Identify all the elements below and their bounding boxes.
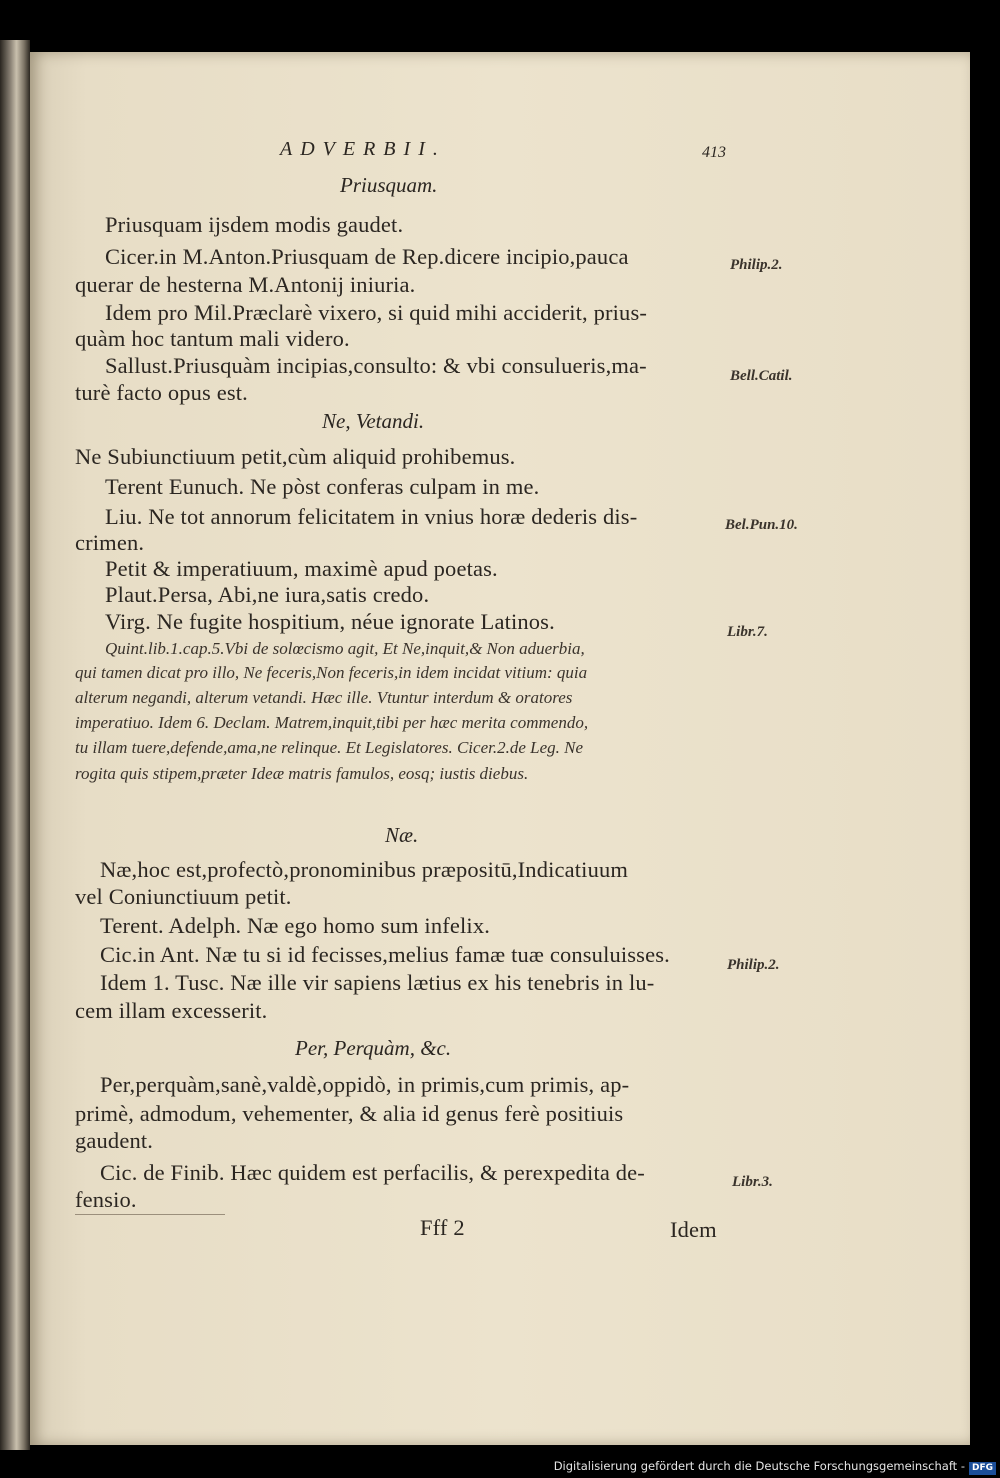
- margin-note: Bell.Catil.: [730, 368, 793, 384]
- text-line: turè facto opus est.: [75, 380, 248, 405]
- text-line: Virg. Ne fugite hospitium, néue ignorate Latinos.: [105, 609, 555, 634]
- margin-note: Philip.2.: [727, 957, 780, 973]
- text-line: crimen.: [75, 530, 145, 555]
- text-line: Per,perquàm,sanè,valdè,oppidò, in primis,cum primis, ap-: [100, 1072, 630, 1097]
- text-line: cem illam excesserit.: [75, 998, 268, 1023]
- text-line: fensio.: [75, 1187, 137, 1212]
- italic-line: alterum negandi, alterum vetandi. Hæc ille. Vtuntur interdum & oratores: [75, 688, 573, 707]
- text-line: Plaut.Persa, Abi,ne iura,satis credo.: [105, 582, 430, 607]
- section-heading: Ne, Vetandi.: [322, 409, 425, 433]
- italic-line: Quint.lib.1.cap.5.Vbi de solœcismo agit, Et Ne,inquit,& Non aduerbia,: [105, 639, 585, 658]
- text-line: primè, admodum, vehementer, & alia id genus ferè positiuis: [75, 1101, 624, 1126]
- text-line: Terent Eunuch. Ne pòst conferas culpam in me.: [105, 474, 540, 499]
- italic-line: imperatiuo. Idem 6. Declam. Matrem,inquit,tibi per hæc merita commendo,: [75, 713, 589, 732]
- text-line: Liu. Ne tot annorum felicitatem in vnius horæ dederis dis-: [105, 504, 638, 529]
- text-line: vel Coniunctiuum petit.: [75, 884, 292, 909]
- text-line: Idem 1. Tusc. Næ ille vir sapiens lætius ex his tenebris in lu-: [100, 970, 655, 995]
- margin-note: Philip.2.: [730, 257, 783, 273]
- text-line: Cic. de Finib. Hæc quidem est perfacilis, & perexpedita de-: [100, 1160, 645, 1185]
- credit-text: Digitalisierung gefördert durch die Deutsche Forschungsgemeinschaft -: [553, 1459, 965, 1473]
- text-line: querar de hesterna M.Antonij iniuria.: [75, 272, 416, 297]
- text-line: Cic.in Ant. Næ tu si id fecisses,melius famæ tuæ consuluisses.: [100, 942, 670, 967]
- text-line: Terent. Adelph. Næ ego homo sum infelix.: [100, 913, 490, 938]
- page-number: 413: [702, 144, 726, 161]
- margin-note: Libr.7.: [727, 624, 768, 640]
- signature-mark: Fff 2: [420, 1215, 465, 1240]
- margin-note: Bel.Pun.10.: [725, 517, 798, 533]
- catchword: Idem: [670, 1217, 717, 1242]
- dfg-logo: DFG: [969, 1462, 996, 1475]
- margin-note: Libr.3.: [732, 1174, 773, 1190]
- section-heading: Næ.: [385, 823, 419, 847]
- text-line: Næ,hoc est,profectò,pronominibus præpositū,Indicatiuum: [100, 857, 629, 882]
- digitization-credit: [554, 1459, 996, 1475]
- text-line: Petit & imperatiuum, maximè apud poetas.: [105, 556, 498, 581]
- text-line: Cicer.in M.Anton.Priusquam de Rep.dicere incipio,pauca: [105, 244, 629, 269]
- text-line: gaudent.: [75, 1128, 154, 1153]
- text-line: Idem pro Mil.Præclarè vixero, si quid mihi acciderit, prius-: [105, 300, 648, 325]
- text-line: quàm hoc tantum mali videro.: [75, 326, 350, 351]
- book-binding: [0, 40, 30, 1450]
- section-heading: Per, Perquàm, &c.: [295, 1036, 452, 1060]
- text-line: Sallust.Priusquàm incipias,consulto: & vbi consulueris,ma-: [105, 353, 647, 378]
- text-line: Ne Subiunctiuum petit,cùm aliquid prohibemus.: [75, 444, 516, 469]
- book-page: [30, 52, 970, 1445]
- italic-line: rogita quis stipem,præter Ideæ matris famulos, eosq; iustis diebus.: [75, 764, 529, 783]
- running-head-title: ADVERBII.: [280, 138, 446, 160]
- text-line: Priusquam ijsdem modis gaudet.: [105, 212, 404, 237]
- section-heading: Priusquam.: [340, 173, 438, 197]
- italic-line: qui tamen dicat pro illo, Ne feceris,Non feceris,in idem incidat vitium: quia: [75, 663, 588, 682]
- italic-line: tu illam tuere,defende,ama,ne relinque. Et Legislatores. Cicer.2.de Leg. Ne: [75, 738, 584, 757]
- underline-rule: [75, 1214, 225, 1215]
